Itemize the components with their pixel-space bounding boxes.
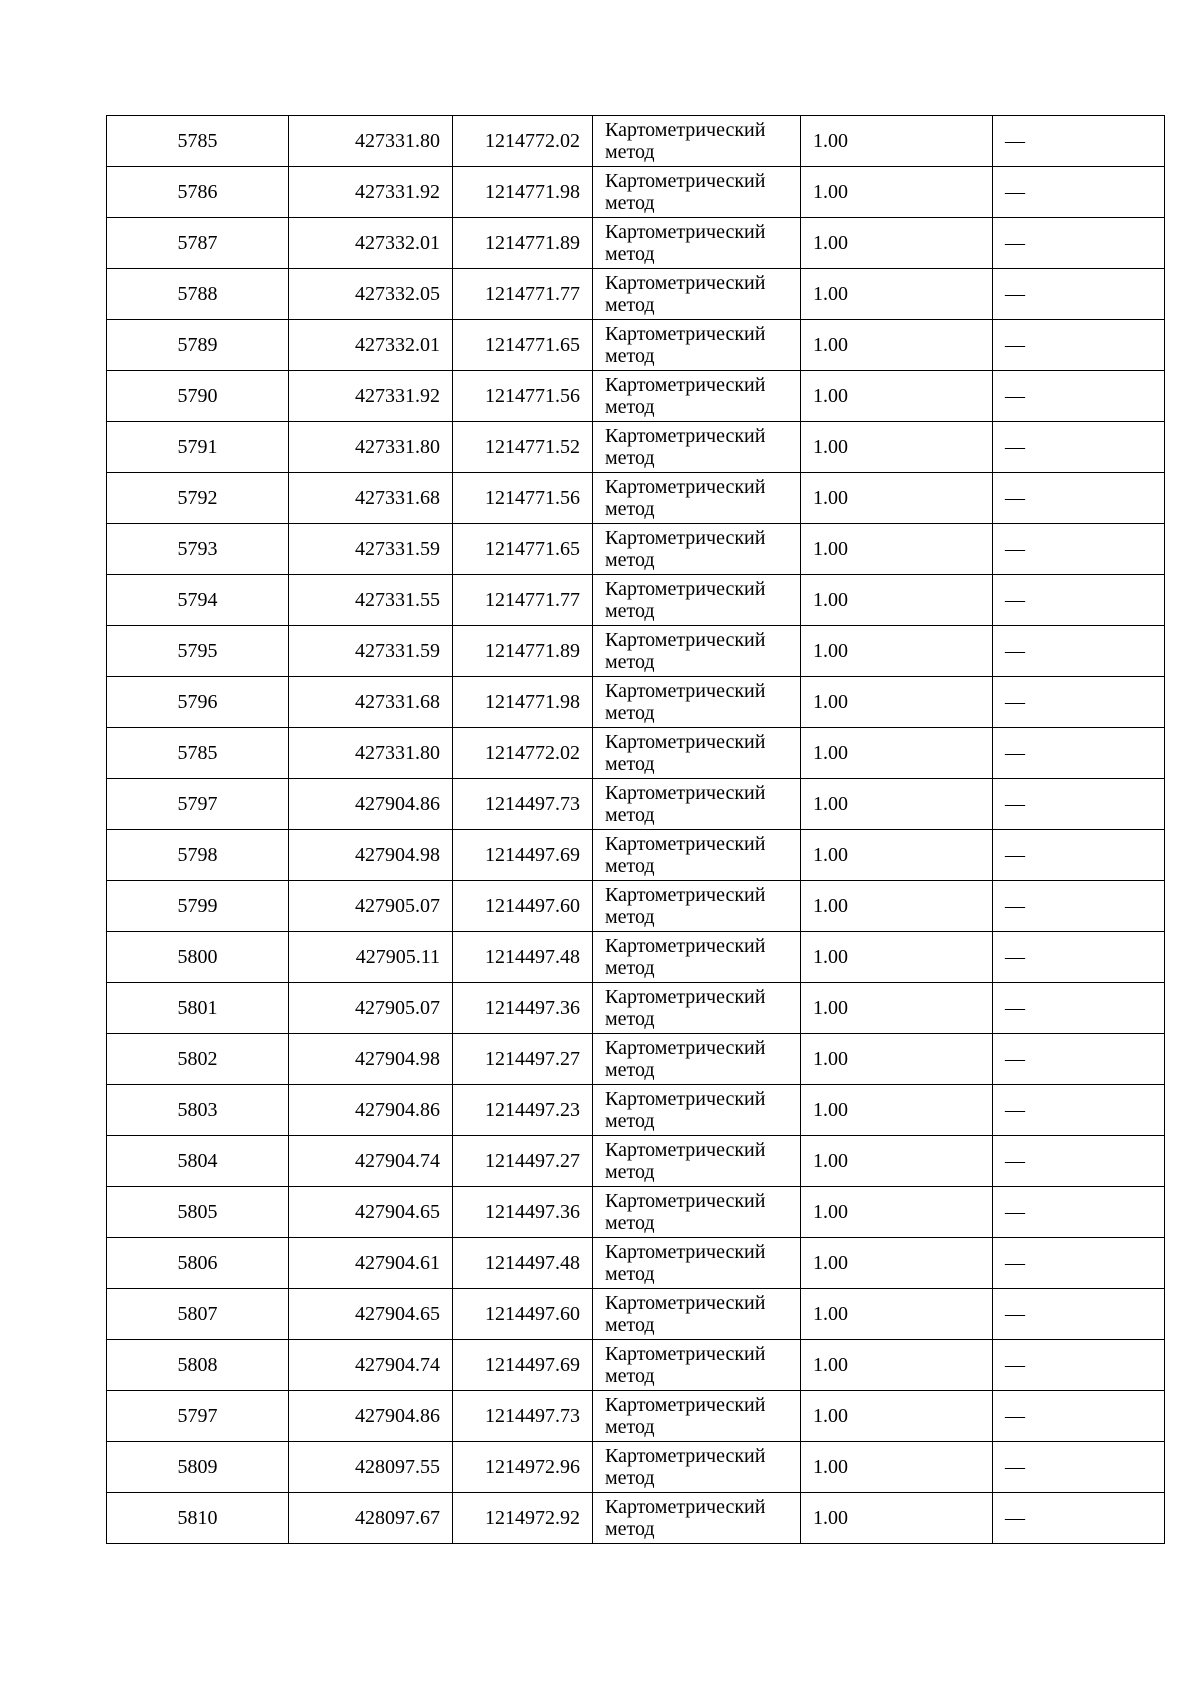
method-line-1: Картометрический: [605, 323, 766, 345]
y-coordinate-cell: 1214771.65: [453, 320, 593, 371]
description-cell: —: [993, 1442, 1165, 1493]
description-cell: —: [993, 1238, 1165, 1289]
table-row: [107, 1085, 1165, 1136]
precision-cell: 1.00: [801, 473, 993, 524]
method-line-2: метод: [605, 906, 655, 928]
table-row: [107, 575, 1165, 626]
precision-cell: 1.00: [801, 371, 993, 422]
precision-cell: 1.00: [801, 1238, 993, 1289]
method-cell: [593, 677, 801, 728]
x-coordinate-cell: 427331.80: [289, 728, 453, 779]
coordinates-table-body: [107, 116, 1165, 1544]
x-coordinate-cell: 427331.55: [289, 575, 453, 626]
precision-cell: 1.00: [801, 1391, 993, 1442]
method-line-2: метод: [605, 447, 655, 469]
table-row: [107, 830, 1165, 881]
method-line-1: Картометрический: [605, 1139, 766, 1161]
precision-cell: 1.00: [801, 1187, 993, 1238]
description-cell: —: [993, 524, 1165, 575]
y-coordinate-cell: 1214771.89: [453, 626, 593, 677]
y-coordinate-cell: 1214497.69: [453, 1340, 593, 1391]
precision-cell: 1.00: [801, 167, 993, 218]
method-cell: [593, 269, 801, 320]
table-row: [107, 1340, 1165, 1391]
x-coordinate-cell: 427905.07: [289, 881, 453, 932]
table-row: [107, 116, 1165, 167]
precision-cell: 1.00: [801, 269, 993, 320]
method-line-2: метод: [605, 1161, 655, 1183]
x-coordinate-cell: 427332.01: [289, 218, 453, 269]
method-cell: [593, 371, 801, 422]
method-cell: [593, 1493, 801, 1544]
method-line-2: метод: [605, 753, 655, 775]
point-number-cell: 5795: [107, 626, 289, 677]
table-row: [107, 218, 1165, 269]
point-number-cell: 5807: [107, 1289, 289, 1340]
method-line-2: метод: [605, 1365, 655, 1387]
point-number-cell: 5797: [107, 779, 289, 830]
description-cell: —: [993, 1391, 1165, 1442]
y-coordinate-cell: 1214771.98: [453, 167, 593, 218]
x-coordinate-cell: 427331.80: [289, 116, 453, 167]
description-cell: —: [993, 881, 1165, 932]
x-coordinate-cell: 427904.86: [289, 779, 453, 830]
y-coordinate-cell: 1214497.27: [453, 1136, 593, 1187]
method-line-1: Картометрический: [605, 1343, 766, 1365]
description-cell: —: [993, 983, 1165, 1034]
method-cell: [593, 1136, 801, 1187]
y-coordinate-cell: 1214771.89: [453, 218, 593, 269]
x-coordinate-cell: 427331.80: [289, 422, 453, 473]
x-coordinate-cell: 427904.98: [289, 830, 453, 881]
x-coordinate-cell: 427331.68: [289, 473, 453, 524]
precision-cell: 1.00: [801, 1289, 993, 1340]
method-cell: [593, 473, 801, 524]
x-coordinate-cell: 427331.59: [289, 626, 453, 677]
method-line-1: Картометрический: [605, 833, 766, 855]
y-coordinate-cell: 1214771.77: [453, 575, 593, 626]
method-line-2: метод: [605, 1263, 655, 1285]
point-number-cell: 5792: [107, 473, 289, 524]
precision-cell: 1.00: [801, 779, 993, 830]
precision-cell: 1.00: [801, 422, 993, 473]
point-number-cell: 5790: [107, 371, 289, 422]
table-row: [107, 983, 1165, 1034]
y-coordinate-cell: 1214497.48: [453, 932, 593, 983]
x-coordinate-cell: 427331.92: [289, 167, 453, 218]
table-row: [107, 1289, 1165, 1340]
table-row: [107, 1442, 1165, 1493]
description-cell: —: [993, 1340, 1165, 1391]
x-coordinate-cell: 427331.92: [289, 371, 453, 422]
point-number-cell: 5800: [107, 932, 289, 983]
description-cell: —: [993, 422, 1165, 473]
point-number-cell: 5794: [107, 575, 289, 626]
method-cell: [593, 1442, 801, 1493]
description-cell: —: [993, 269, 1165, 320]
method-cell: [593, 1238, 801, 1289]
point-number-cell: 5791: [107, 422, 289, 473]
y-coordinate-cell: 1214771.77: [453, 269, 593, 320]
x-coordinate-cell: 427331.59: [289, 524, 453, 575]
method-cell: [593, 524, 801, 575]
method-line-2: метод: [605, 1518, 655, 1540]
method-cell: [593, 1034, 801, 1085]
table-row: [107, 779, 1165, 830]
table-row: [107, 677, 1165, 728]
method-line-1: Картометрический: [605, 1292, 766, 1314]
table-row: [107, 1238, 1165, 1289]
method-line-1: Картометрический: [605, 1190, 766, 1212]
method-line-2: метод: [605, 1059, 655, 1081]
description-cell: —: [993, 1136, 1165, 1187]
description-cell: —: [993, 218, 1165, 269]
description-cell: —: [993, 1187, 1165, 1238]
point-number-cell: 5799: [107, 881, 289, 932]
method-line-1: Картометрический: [605, 272, 766, 294]
y-coordinate-cell: 1214771.52: [453, 422, 593, 473]
x-coordinate-cell: 428097.55: [289, 1442, 453, 1493]
method-line-1: Картометрический: [605, 1241, 766, 1263]
method-line-1: Картометрический: [605, 884, 766, 906]
table-row: [107, 932, 1165, 983]
coordinates-table: [106, 115, 1165, 1544]
precision-cell: 1.00: [801, 677, 993, 728]
method-line-1: Картометрический: [605, 1445, 766, 1467]
point-number-cell: 5797: [107, 1391, 289, 1442]
y-coordinate-cell: 1214771.56: [453, 473, 593, 524]
y-coordinate-cell: 1214772.02: [453, 728, 593, 779]
precision-cell: 1.00: [801, 1034, 993, 1085]
point-number-cell: 5806: [107, 1238, 289, 1289]
y-coordinate-cell: 1214497.60: [453, 1289, 593, 1340]
x-coordinate-cell: 427332.05: [289, 269, 453, 320]
point-number-cell: 5793: [107, 524, 289, 575]
method-cell: [593, 116, 801, 167]
point-number-cell: 5798: [107, 830, 289, 881]
method-line-1: Картометрический: [605, 578, 766, 600]
method-line-2: метод: [605, 855, 655, 877]
method-cell: [593, 779, 801, 830]
x-coordinate-cell: 427904.98: [289, 1034, 453, 1085]
method-line-2: метод: [605, 702, 655, 724]
x-coordinate-cell: 427904.74: [289, 1340, 453, 1391]
y-coordinate-cell: 1214497.60: [453, 881, 593, 932]
table-row: [107, 1493, 1165, 1544]
precision-cell: 1.00: [801, 575, 993, 626]
table-row: [107, 626, 1165, 677]
y-coordinate-cell: 1214772.02: [453, 116, 593, 167]
point-number-cell: 5810: [107, 1493, 289, 1544]
method-line-1: Картометрический: [605, 1088, 766, 1110]
description-cell: —: [993, 932, 1165, 983]
method-line-2: метод: [605, 549, 655, 571]
point-number-cell: 5804: [107, 1136, 289, 1187]
method-line-2: метод: [605, 1314, 655, 1336]
method-line-2: метод: [605, 192, 655, 214]
point-number-cell: 5803: [107, 1085, 289, 1136]
table-row: [107, 371, 1165, 422]
y-coordinate-cell: 1214972.96: [453, 1442, 593, 1493]
method-line-2: метод: [605, 141, 655, 163]
x-coordinate-cell: 427904.61: [289, 1238, 453, 1289]
method-line-2: метод: [605, 1110, 655, 1132]
description-cell: —: [993, 371, 1165, 422]
x-coordinate-cell: 427905.07: [289, 983, 453, 1034]
table-row: [107, 1391, 1165, 1442]
method-line-2: метод: [605, 1416, 655, 1438]
point-number-cell: 5785: [107, 728, 289, 779]
x-coordinate-cell: 427331.68: [289, 677, 453, 728]
method-line-1: Картометрический: [605, 986, 766, 1008]
description-cell: —: [993, 1085, 1165, 1136]
point-number-cell: 5809: [107, 1442, 289, 1493]
point-number-cell: 5808: [107, 1340, 289, 1391]
precision-cell: 1.00: [801, 881, 993, 932]
precision-cell: 1.00: [801, 830, 993, 881]
method-line-1: Картометрический: [605, 476, 766, 498]
point-number-cell: 5788: [107, 269, 289, 320]
point-number-cell: 5785: [107, 116, 289, 167]
table-row: [107, 422, 1165, 473]
method-line-1: Картометрический: [605, 425, 766, 447]
method-line-2: метод: [605, 651, 655, 673]
y-coordinate-cell: 1214497.69: [453, 830, 593, 881]
y-coordinate-cell: 1214771.98: [453, 677, 593, 728]
table-row: [107, 1034, 1165, 1085]
method-cell: [593, 830, 801, 881]
method-line-2: метод: [605, 957, 655, 979]
method-cell: [593, 1187, 801, 1238]
description-cell: —: [993, 116, 1165, 167]
method-cell: [593, 932, 801, 983]
method-line-1: Картометрический: [605, 1496, 766, 1518]
y-coordinate-cell: 1214497.36: [453, 983, 593, 1034]
method-cell: [593, 1085, 801, 1136]
table-row: [107, 881, 1165, 932]
precision-cell: 1.00: [801, 320, 993, 371]
method-line-2: метод: [605, 396, 655, 418]
precision-cell: 1.00: [801, 1493, 993, 1544]
table-row: [107, 1136, 1165, 1187]
table-row: [107, 1187, 1165, 1238]
description-cell: —: [993, 830, 1165, 881]
precision-cell: 1.00: [801, 1136, 993, 1187]
method-cell: [593, 218, 801, 269]
table-row: [107, 524, 1165, 575]
method-line-1: Картометрический: [605, 221, 766, 243]
method-line-2: метод: [605, 498, 655, 520]
description-cell: —: [993, 626, 1165, 677]
description-cell: —: [993, 320, 1165, 371]
description-cell: —: [993, 728, 1165, 779]
precision-cell: 1.00: [801, 1340, 993, 1391]
table-row: [107, 269, 1165, 320]
precision-cell: 1.00: [801, 524, 993, 575]
description-cell: —: [993, 575, 1165, 626]
method-cell: [593, 728, 801, 779]
point-number-cell: 5796: [107, 677, 289, 728]
method-line-2: метод: [605, 1212, 655, 1234]
method-line-2: метод: [605, 1008, 655, 1030]
point-number-cell: 5801: [107, 983, 289, 1034]
method-line-2: метод: [605, 600, 655, 622]
precision-cell: 1.00: [801, 626, 993, 677]
point-number-cell: 5786: [107, 167, 289, 218]
point-number-cell: 5789: [107, 320, 289, 371]
table-row: [107, 320, 1165, 371]
precision-cell: 1.00: [801, 1085, 993, 1136]
y-coordinate-cell: 1214771.56: [453, 371, 593, 422]
x-coordinate-cell: 427904.86: [289, 1391, 453, 1442]
method-cell: [593, 1340, 801, 1391]
x-coordinate-cell: 427332.01: [289, 320, 453, 371]
precision-cell: 1.00: [801, 728, 993, 779]
method-line-1: Картометрический: [605, 1037, 766, 1059]
description-cell: —: [993, 677, 1165, 728]
precision-cell: 1.00: [801, 983, 993, 1034]
description-cell: —: [993, 1034, 1165, 1085]
method-cell: [593, 1289, 801, 1340]
method-line-2: метод: [605, 804, 655, 826]
table-row: [107, 167, 1165, 218]
method-line-1: Картометрический: [605, 527, 766, 549]
method-cell: [593, 983, 801, 1034]
x-coordinate-cell: 427904.86: [289, 1085, 453, 1136]
method-line-1: Картометрический: [605, 935, 766, 957]
point-number-cell: 5787: [107, 218, 289, 269]
precision-cell: 1.00: [801, 1442, 993, 1493]
y-coordinate-cell: 1214497.36: [453, 1187, 593, 1238]
method-line-2: метод: [605, 243, 655, 265]
y-coordinate-cell: 1214497.27: [453, 1034, 593, 1085]
method-line-1: Картометрический: [605, 629, 766, 651]
method-line-2: метод: [605, 345, 655, 367]
precision-cell: 1.00: [801, 932, 993, 983]
y-coordinate-cell: 1214771.65: [453, 524, 593, 575]
y-coordinate-cell: 1214497.48: [453, 1238, 593, 1289]
description-cell: —: [993, 779, 1165, 830]
x-coordinate-cell: 427904.65: [289, 1187, 453, 1238]
y-coordinate-cell: 1214972.92: [453, 1493, 593, 1544]
method-cell: [593, 1391, 801, 1442]
method-line-1: Картометрический: [605, 119, 766, 141]
point-number-cell: 5805: [107, 1187, 289, 1238]
method-cell: [593, 422, 801, 473]
description-cell: —: [993, 473, 1165, 524]
y-coordinate-cell: 1214497.73: [453, 1391, 593, 1442]
method-line-1: Картометрический: [605, 170, 766, 192]
x-coordinate-cell: 427904.65: [289, 1289, 453, 1340]
precision-cell: 1.00: [801, 218, 993, 269]
precision-cell: 1.00: [801, 116, 993, 167]
method-line-1: Картометрический: [605, 782, 766, 804]
method-cell: [593, 575, 801, 626]
table-row: [107, 728, 1165, 779]
x-coordinate-cell: 427904.74: [289, 1136, 453, 1187]
method-cell: [593, 167, 801, 218]
method-line-2: метод: [605, 1467, 655, 1489]
x-coordinate-cell: 428097.67: [289, 1493, 453, 1544]
description-cell: —: [993, 1493, 1165, 1544]
method-cell: [593, 320, 801, 371]
method-line-2: метод: [605, 294, 655, 316]
method-cell: [593, 626, 801, 677]
method-line-1: Картометрический: [605, 374, 766, 396]
y-coordinate-cell: 1214497.23: [453, 1085, 593, 1136]
method-cell: [593, 881, 801, 932]
method-line-1: Картометрический: [605, 1394, 766, 1416]
method-line-1: Картометрический: [605, 680, 766, 702]
point-number-cell: 5802: [107, 1034, 289, 1085]
description-cell: —: [993, 167, 1165, 218]
y-coordinate-cell: 1214497.73: [453, 779, 593, 830]
description-cell: —: [993, 1289, 1165, 1340]
method-line-1: Картометрический: [605, 731, 766, 753]
table-row: [107, 473, 1165, 524]
x-coordinate-cell: 427905.11: [289, 932, 453, 983]
